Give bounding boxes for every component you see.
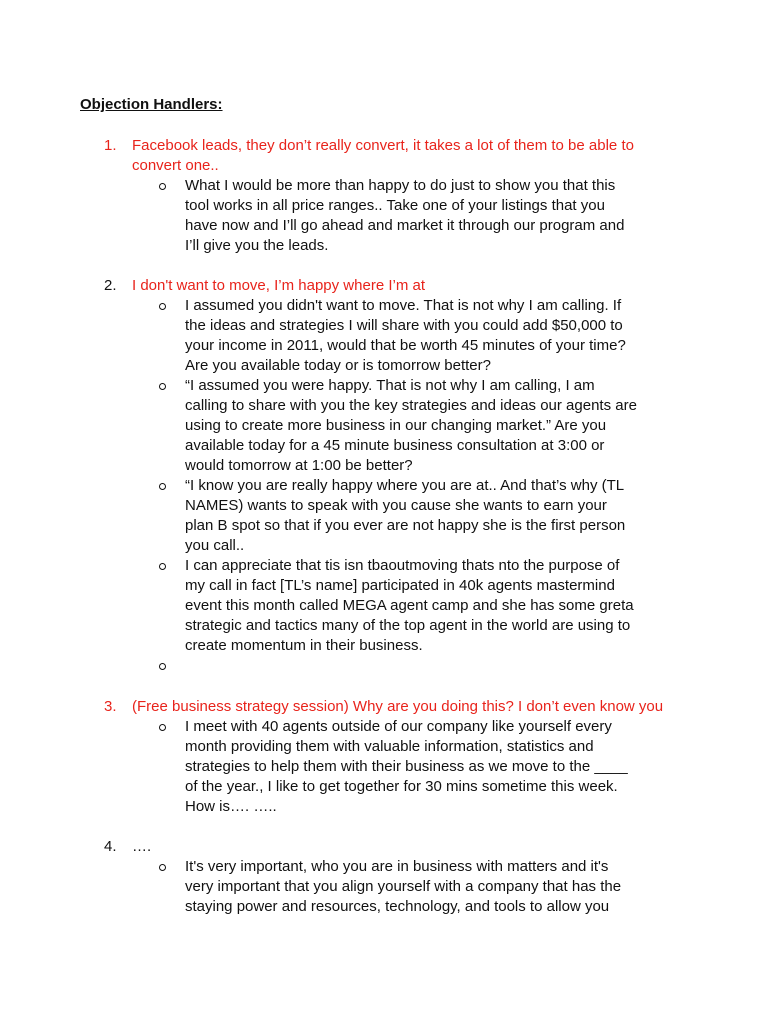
- response-list: [158, 296, 638, 676]
- objection-number: 4.: [104, 838, 117, 855]
- response-item: What I would be more than happy to do just to show you that this tool works in all price ranges.. Take one of your listings that you have now and I’ll go ahead and market it through our program and I’ll give you the leads.: [158, 176, 638, 256]
- response-list: [158, 857, 638, 917]
- response-list: [158, 176, 638, 256]
- objection-text: I don't want to move, I’m happy where I’m at: [132, 277, 425, 294]
- objection-text: ….: [132, 838, 152, 855]
- objection-item-1: [104, 136, 664, 256]
- objection-number: 1.: [104, 137, 117, 154]
- objection-item-4: [104, 837, 664, 917]
- response-item: I assumed you didn't want to move. That is not why I am calling. If the ideas and strategies I will share with you could add $50,000 to your income in 2011, would that be worth 45 minutes of your time? Are you available today or is tomorrow better?: [158, 296, 638, 376]
- objection-text: Facebook leads, they don’t really convert, it takes a lot of them to be able to convert one..: [132, 137, 634, 174]
- objection-item-2: [104, 276, 664, 676]
- response-item: “I know you are really happy where you are at.. And that’s why (TL NAMES) wants to speak with you cause she wants to earn your plan B spot so that if you ever are not happy she is the first person you call..: [158, 476, 638, 556]
- response-item: “I assumed you were happy. That is not why I am calling, I am calling to share with you the key strategies and ideas our agents are using to create more business in our changing market.” Are you available today for a 45 minute business consultation at 3:00 or would tomorrow at 1:00 be better?: [158, 376, 638, 476]
- objection-number: 3.: [104, 698, 117, 715]
- response-item-empty: [158, 656, 638, 676]
- response-list: [158, 717, 638, 817]
- response-item: It's very important, who you are in business with matters and it's very important that you align yourself with a company that has the staying power and resources, technology, and tools to allow you: [158, 857, 638, 917]
- objection-text: (Free business strategy session) Why are you doing this? I don’t even know you: [132, 698, 664, 715]
- objection-item-3: [104, 697, 664, 817]
- response-item: I meet with 40 agents outside of our company like yourself every month providing them with valuable information, statistics and strategies to help them with their business as we move to the ____ of the year., I like to get together for 30 mins sometime this week. How is…. …..: [158, 717, 638, 817]
- objection-number: 2.: [104, 277, 117, 294]
- page-title: Objection Handlers:: [80, 96, 223, 113]
- response-item: I can appreciate that tis isn tbaoutmoving thats nto the purpose of my call in fact [TL’s name] participated in 40k agents mastermind event this month called MEGA agent camp and she has some greta strategic and tactics many of the top agent in the world are using to create momentum in their business.: [158, 556, 638, 656]
